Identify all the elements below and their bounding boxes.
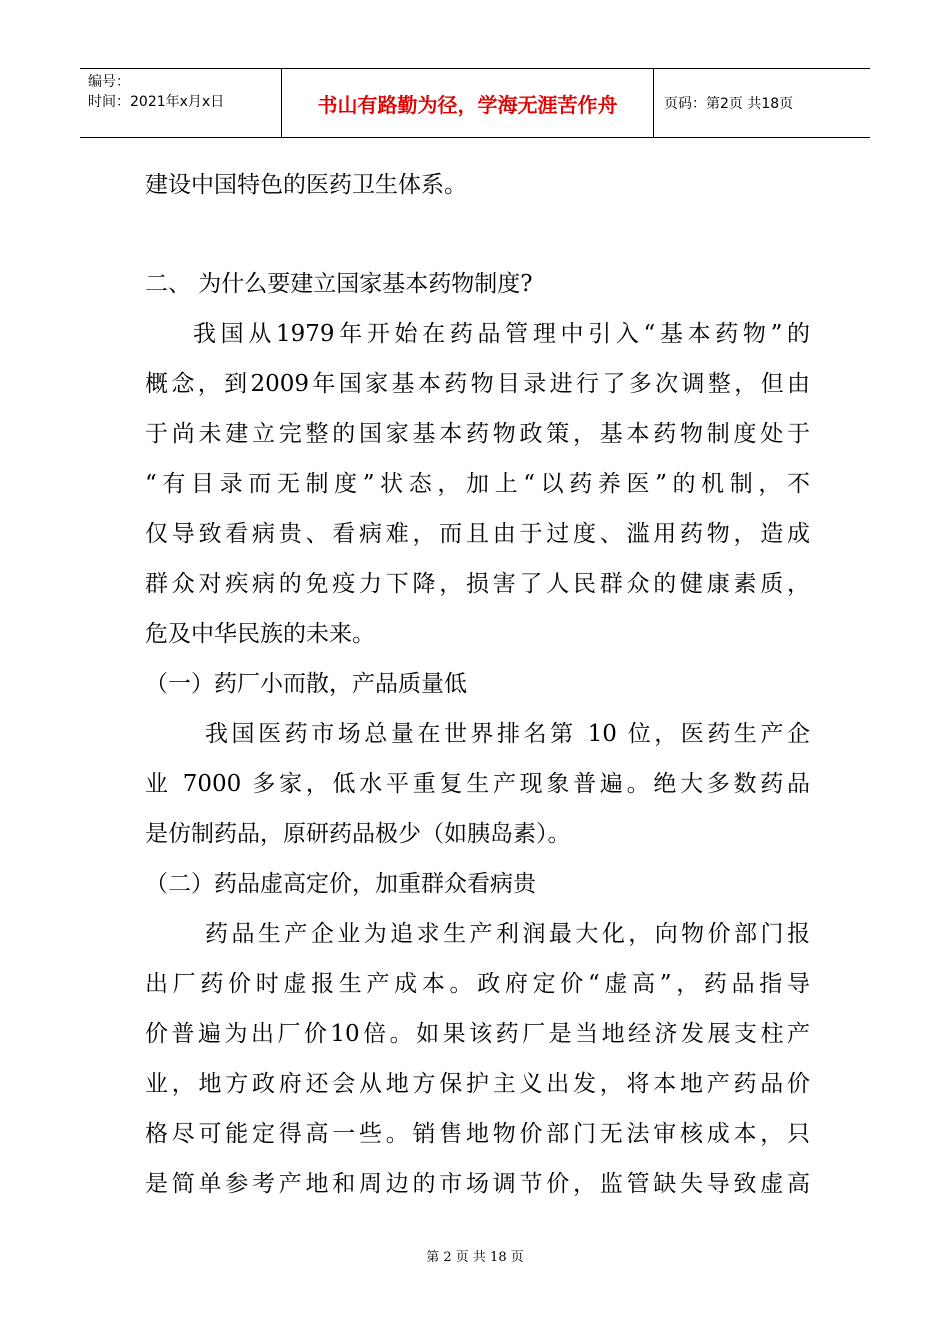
paragraph-line: 价普遍为出厂价10倍。如果该药厂是当地经济发展支柱产 [145, 1021, 810, 1047]
paragraph-line: “有目录而无制度”状态，加上“以药养医”的机制，不 [145, 471, 810, 497]
paragraph-line: 药品生产企业为追求生产利润最大化，向物价部门报 [205, 921, 810, 947]
paragraph-line: 格尽可能定得高一些。销售地物价部门无法审核成本，只 [145, 1121, 810, 1147]
document-time-label: 时间：2021年x月x日 [88, 94, 225, 110]
subsection-heading: （一）药厂小而散，产品质量低 [145, 671, 467, 697]
paragraph-line: 于尚未建立完整的国家基本药物政策，基本药物制度处于 [145, 421, 810, 447]
paragraph-line: 业，地方政府还会从地方保护主义出发，将本地产药品价 [145, 1071, 810, 1097]
text-line: 建设中国特色的医药卫生体系。 [145, 172, 467, 198]
header-page-info: 页码：第2页 共18页 [664, 96, 794, 112]
paragraph-line: 业 7000 多家，低水平重复生产现象普遍。绝大多数药品 [145, 771, 810, 797]
paragraph-line: 仅导致看病贵、看病难，而且由于过度、滥用药物，造成 [145, 521, 810, 547]
header-motto: 书山有路勤为径，学海无涯苦作舟 [282, 69, 654, 137]
paragraph-line: 群众对疾病的免疫力下降，损害了人民群众的健康素质， [145, 571, 810, 597]
page-header [80, 68, 870, 138]
paragraph-line: 我国医药市场总量在世界排名第 10 位，医药生产企 [205, 721, 810, 747]
paragraph-line: 我国从1979年开始在药品管理中引入“基本药物”的 [193, 321, 810, 347]
subsection-heading: （二）药品虚高定价，加重群众看病贵 [145, 871, 536, 897]
paragraph-line: 出厂药价时虚报生产成本。政府定价“虚高”，药品指导 [145, 971, 810, 997]
section-heading: 二、 为什么要建立国家基本药物制度? [145, 271, 533, 297]
paragraph-line: 概念，到2009年国家基本药物目录进行了多次调整，但由 [145, 371, 810, 397]
paragraph-line: 危及中华民族的未来。 [145, 621, 375, 647]
document-number-label: 编号： [88, 74, 130, 90]
paragraph-line: 是仿制药品，原研药品极少（如胰岛素）。 [145, 821, 571, 847]
page-footer: 第 2 页 共 18 页 [426, 1250, 524, 1265]
header-meta [80, 69, 282, 137]
paragraph-line: 是简单参考产地和周边的市场调节价，监管缺失导致虚高 [145, 1171, 810, 1197]
